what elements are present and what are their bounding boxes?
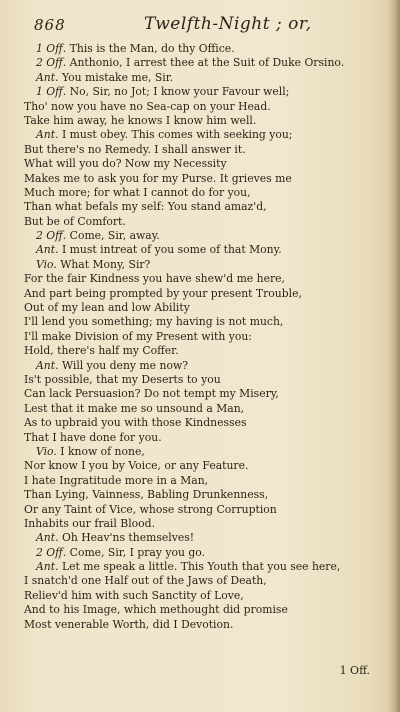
- text-line: [24, 531, 386, 545]
- speaker-name: Vio.: [36, 444, 57, 458]
- line-text: Will you deny me now?: [58, 358, 188, 372]
- line-text: Much more; for what I cannot do for you,: [24, 185, 251, 199]
- text-line: [24, 359, 386, 373]
- speaker-name: 1 Off.: [36, 85, 67, 99]
- speaker-name: Ant.: [36, 560, 59, 574]
- text-line: [24, 172, 386, 186]
- text-line: [24, 574, 386, 588]
- running-title: Twelfth-Night ; or,: [144, 14, 312, 34]
- text-line: [24, 272, 386, 286]
- text-line: [24, 474, 386, 488]
- text-line: [24, 445, 386, 459]
- text-line: [24, 330, 386, 344]
- line-text: Tho' now you have no Sea-cap on your Head.: [24, 99, 271, 113]
- text-line: [24, 56, 386, 70]
- text-line: [24, 373, 386, 387]
- text-line: [24, 603, 386, 617]
- text-line: [24, 215, 386, 229]
- text-line: [24, 71, 386, 85]
- speaker-name: Ant.: [36, 358, 59, 372]
- line-text: As to upbraid you with those Kindnesses: [24, 416, 247, 430]
- text-line: [24, 488, 386, 502]
- line-text: And part being prompted by your present Trouble,: [24, 286, 302, 300]
- text-line: [24, 387, 386, 401]
- line-text: I snatch'd one Half out of the Jaws of Death,: [24, 574, 267, 588]
- line-text: Come, Sir, I pray you go.: [66, 545, 206, 559]
- page-header: [34, 16, 384, 38]
- line-text: Makes me to ask you for my Purse. It grieves me: [24, 171, 292, 185]
- line-text: Out of my lean and low Ability: [24, 301, 190, 315]
- text-line: [24, 416, 386, 430]
- speaker-name: 2 Off.: [36, 56, 67, 70]
- line-text: Let me speak a little. This Youth that you see here,: [58, 560, 341, 574]
- text-line: [24, 618, 386, 632]
- text-line: [24, 128, 386, 142]
- text-line: [24, 344, 386, 358]
- text-line: [24, 186, 386, 200]
- text-line: [24, 100, 386, 114]
- text-line: [24, 301, 386, 315]
- page-number: 868: [34, 16, 66, 34]
- text-line: [24, 85, 386, 99]
- line-text: That I have done for you.: [24, 430, 162, 444]
- text-line: [24, 315, 386, 329]
- line-text: This is the Man, do thy Office.: [66, 42, 235, 55]
- line-text: Lest that it make me so unsound a Man,: [24, 401, 245, 415]
- catchword: 1 Off.: [339, 664, 370, 677]
- text-line: [24, 287, 386, 301]
- line-text: For the fair Kindness you have shew'd me here,: [24, 272, 285, 286]
- line-text: I must intreat of you some of that Mony.: [58, 243, 282, 257]
- text-line: [24, 42, 386, 56]
- line-text: Hold, there's half my Coffer.: [24, 344, 179, 358]
- line-text: I must obey. This comes with seeking you;: [58, 128, 293, 142]
- speaker-name: 1 Off.: [36, 42, 67, 55]
- text-line: [24, 431, 386, 445]
- line-text: Can lack Persuasion? Do not tempt my Misery,: [24, 387, 279, 401]
- line-text: Most venerable Worth, did I Devotion.: [24, 617, 234, 631]
- line-text: Anthonio, I arrest thee at the Suit of Duke Orsino.: [66, 56, 345, 70]
- text-line: [24, 503, 386, 517]
- speaker-name: Vio.: [36, 257, 57, 271]
- text-line: [24, 589, 386, 603]
- text-line: [24, 546, 386, 560]
- line-text: But there's no Remedy. I shall answer it.: [24, 142, 246, 156]
- text-line: [24, 402, 386, 416]
- text-line: [24, 560, 386, 574]
- line-text: I know of none,: [56, 444, 145, 458]
- text-line: [24, 243, 386, 257]
- text-line: [24, 114, 386, 128]
- line-text: I'll make Division of my Present with you:: [24, 329, 252, 343]
- line-text: No, Sir, no Jot; I know your Favour well;: [66, 85, 290, 99]
- speaker-name: Ant.: [36, 531, 59, 545]
- line-text: Reliev'd him with such Sanctity of Love,: [24, 588, 244, 602]
- line-text: You mistake me, Sir.: [58, 70, 174, 84]
- speaker-name: Ant.: [36, 243, 59, 257]
- play-text: [24, 42, 386, 632]
- speaker-name: Ant.: [36, 70, 59, 84]
- line-text: Than what befals my self: You stand amaz'd,: [24, 200, 267, 214]
- line-text: Inhabits our frail Blood.: [24, 516, 155, 530]
- line-text: I'll lend you something; my having is not much,: [24, 315, 284, 329]
- text-line: [24, 200, 386, 214]
- line-text: Or any Taint of Vice, whose strong Corruption: [24, 502, 277, 516]
- line-text: But be of Comfort.: [24, 214, 126, 228]
- text-line: [24, 143, 386, 157]
- line-text: Than Lying, Vainness, Babling Drunkenness,: [24, 488, 269, 502]
- text-line: [24, 229, 386, 243]
- line-text: I hate Ingratitude more in a Man,: [24, 473, 209, 487]
- speaker-name: Ant.: [36, 128, 59, 142]
- line-text: Come, Sir, away.: [66, 229, 160, 243]
- speaker-name: 2 Off.: [36, 545, 67, 559]
- line-text: Oh Heav'ns themselves!: [58, 531, 195, 545]
- text-line: [24, 459, 386, 473]
- line-text: Is't possible, that my Deserts to you: [24, 372, 221, 386]
- line-text: Take him away, he knows I know him well.: [24, 113, 257, 127]
- line-text: What will you do? Now my Necessity: [24, 157, 227, 171]
- text-line: [24, 258, 386, 272]
- text-line: [24, 157, 386, 171]
- line-text: Nor know I you by Voice, or any Feature.: [24, 459, 249, 473]
- text-line: [24, 517, 386, 531]
- speaker-name: 2 Off.: [36, 229, 67, 243]
- line-text: What Mony, Sir?: [56, 257, 151, 271]
- line-text: And to his Image, which methought did promise: [24, 603, 288, 617]
- page-binding-shadow: [388, 0, 400, 712]
